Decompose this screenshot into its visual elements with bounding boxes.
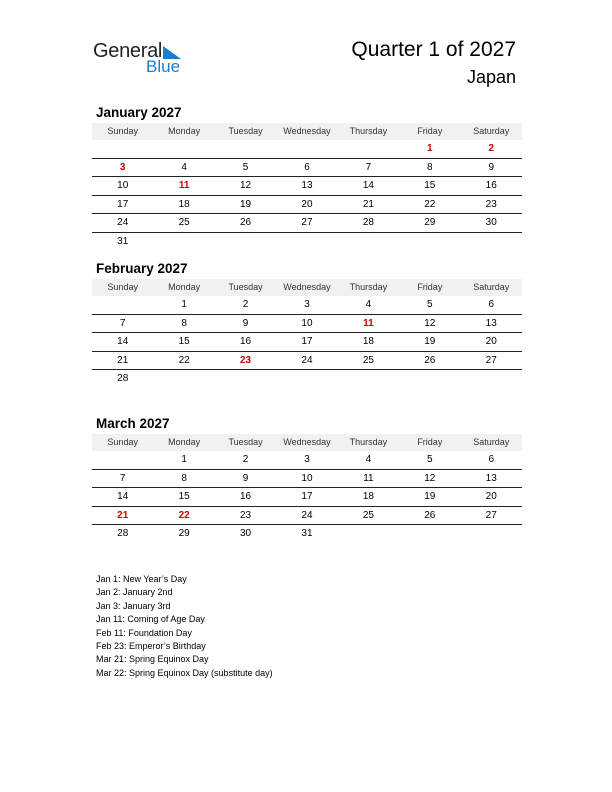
- day-cell: 12: [424, 472, 436, 484]
- weekday-label: Friday: [417, 437, 443, 447]
- day-cell: 19: [424, 336, 436, 347]
- day-grid: [92, 296, 522, 388]
- day-cell: 29: [178, 528, 190, 539]
- holiday-notes: [96, 573, 273, 680]
- weekday-label: Friday: [417, 126, 443, 136]
- day-cell: 7: [119, 472, 126, 484]
- weekday-header: [92, 123, 522, 140]
- holiday-note: Feb 11: Foundation Day: [96, 627, 192, 638]
- day-cell: 4: [181, 161, 187, 173]
- day-cell: 1: [181, 299, 187, 310]
- day-cell: 15: [424, 180, 436, 191]
- day-cell: 21: [117, 509, 129, 521]
- brand-general-text: General: [93, 40, 163, 62]
- weekday-header: [92, 279, 522, 296]
- holiday-note: Jan 3: January 3rd: [96, 600, 171, 611]
- day-cell: 6: [488, 454, 495, 465]
- day-cell: [276, 140, 337, 158]
- weekday-label: Sunday: [107, 437, 138, 447]
- day-cell: 24: [301, 354, 313, 366]
- day-cell: 16: [239, 491, 252, 502]
- day-cell: 24: [301, 509, 313, 521]
- day-cell: 11: [178, 180, 190, 191]
- day-cell: 13: [301, 180, 313, 191]
- day-cell: 1: [427, 143, 433, 154]
- week-row: [92, 315, 522, 334]
- day-cell: 14: [117, 491, 129, 502]
- day-cell: 15: [178, 491, 190, 502]
- month-title: February 2027: [96, 261, 188, 276]
- day-cell: 9: [242, 317, 249, 329]
- week-row: [92, 333, 522, 352]
- day-cell: 6: [488, 299, 495, 310]
- day-cell: 10: [301, 317, 313, 329]
- page-title: Quarter 1 of 2027: [351, 38, 516, 61]
- day-cell: 10: [117, 180, 129, 191]
- day-cell: [461, 370, 522, 388]
- day-grid: [92, 451, 522, 543]
- day-cell: 2: [242, 454, 249, 465]
- day-cell: 27: [485, 509, 497, 521]
- day-cell: 5: [427, 299, 433, 310]
- day-cell: 11: [363, 472, 374, 484]
- day-cell: 3: [304, 299, 310, 310]
- week-row: [92, 159, 522, 178]
- day-cell: 19: [239, 198, 252, 210]
- day-cell: 28: [117, 373, 129, 384]
- day-cell: 12: [424, 317, 436, 329]
- day-cell: 16: [239, 336, 252, 347]
- day-cell: 26: [424, 354, 436, 366]
- weekday-label: Monday: [168, 437, 201, 447]
- month-title: March 2027: [96, 416, 170, 431]
- day-cell: [215, 233, 276, 251]
- day-cell: 29: [424, 217, 436, 228]
- day-cell: 14: [362, 180, 374, 191]
- weekday-label: Monday: [168, 126, 201, 136]
- week-row: [92, 470, 522, 489]
- day-cell: 7: [119, 317, 126, 329]
- day-cell: 31: [117, 235, 129, 247]
- day-cell: 11: [363, 317, 374, 329]
- week-row: [92, 525, 522, 543]
- day-cell: [153, 370, 214, 388]
- weekday-label: Thursday: [349, 437, 388, 447]
- day-cell: [461, 525, 522, 543]
- weekday-label: Wednesday: [283, 126, 331, 136]
- holiday-note: Jan 2: January 2nd: [96, 587, 173, 598]
- day-cell: 22: [424, 198, 436, 210]
- day-cell: 1: [181, 454, 187, 465]
- week-row: [92, 140, 522, 159]
- day-cell: 20: [485, 491, 497, 502]
- month-title: January 2027: [96, 105, 182, 120]
- day-cell: 7: [365, 161, 372, 173]
- weekday-header: [92, 434, 522, 451]
- weekday-label: Friday: [417, 282, 443, 292]
- day-cell: 30: [485, 217, 497, 228]
- weekday-label: Monday: [168, 282, 201, 292]
- week-row: [92, 352, 522, 371]
- day-cell: 22: [178, 354, 190, 366]
- day-cell: 31: [301, 528, 313, 539]
- week-row: [92, 233, 522, 251]
- holiday-note: Mar 21: Spring Equinox Day: [96, 654, 209, 665]
- day-cell: [399, 233, 460, 251]
- brand-blue-text: Blue: [146, 57, 181, 76]
- week-row: [92, 296, 522, 315]
- day-cell: 13: [485, 472, 497, 484]
- day-cell: 15: [178, 336, 190, 347]
- day-cell: [153, 140, 214, 158]
- day-cell: 3: [119, 161, 126, 173]
- day-cell: 28: [117, 528, 129, 539]
- day-cell: 23: [239, 509, 252, 521]
- weekday-label: Thursday: [349, 126, 388, 136]
- day-cell: 3: [304, 454, 310, 465]
- day-cell: 2: [242, 299, 249, 310]
- month-march: [92, 414, 522, 543]
- day-cell: 17: [301, 491, 313, 502]
- weekday-label: Wednesday: [283, 437, 331, 447]
- day-cell: 30: [239, 528, 252, 539]
- weekday-label: Sunday: [107, 126, 138, 136]
- day-cell: [92, 451, 153, 469]
- day-cell: 25: [362, 354, 374, 366]
- day-cell: [338, 370, 399, 388]
- day-cell: 16: [485, 180, 497, 191]
- day-cell: 12: [239, 180, 252, 191]
- day-cell: [153, 233, 214, 251]
- month-february: [92, 259, 522, 388]
- day-cell: [338, 525, 399, 543]
- day-cell: 9: [242, 472, 249, 484]
- week-row: [92, 370, 522, 388]
- holiday-note: Feb 23: Emperor’s Birthday: [96, 641, 206, 652]
- day-cell: 18: [178, 198, 190, 210]
- weekday-label: Wednesday: [283, 282, 331, 292]
- day-cell: 28: [362, 217, 374, 228]
- day-cell: [399, 370, 460, 388]
- week-row: [92, 507, 522, 526]
- day-cell: 2: [488, 143, 495, 154]
- week-row: [92, 214, 522, 233]
- day-cell: 25: [362, 509, 374, 521]
- day-cell: 26: [239, 217, 252, 228]
- day-cell: 5: [427, 454, 433, 465]
- country-name: Japan: [466, 67, 516, 87]
- brand-logo: [93, 40, 193, 78]
- weekday-label: Tuesday: [228, 437, 263, 447]
- day-cell: 20: [301, 198, 313, 210]
- day-cell: 25: [178, 217, 190, 228]
- day-cell: 23: [485, 198, 497, 210]
- day-cell: 26: [424, 509, 436, 521]
- day-cell: [461, 233, 522, 251]
- weekday-label: Tuesday: [228, 282, 263, 292]
- week-row: [92, 196, 522, 215]
- day-cell: 17: [117, 198, 129, 210]
- day-cell: 18: [362, 491, 374, 502]
- day-cell: [215, 370, 276, 388]
- month-january: [92, 103, 522, 250]
- day-cell: 18: [362, 336, 374, 347]
- week-row: [92, 451, 522, 470]
- day-cell: 5: [242, 161, 249, 173]
- day-cell: 8: [181, 472, 187, 484]
- weekday-label: Saturday: [473, 437, 510, 447]
- day-cell: 9: [488, 161, 495, 173]
- day-cell: 23: [239, 354, 252, 366]
- holiday-note: Jan 11: Coming of Age Day: [96, 614, 205, 625]
- day-cell: [399, 525, 460, 543]
- weekday-label: Sunday: [107, 282, 138, 292]
- day-cell: [92, 296, 153, 314]
- day-cell: 21: [362, 198, 374, 210]
- day-cell: [338, 233, 399, 251]
- day-cell: 27: [301, 217, 313, 228]
- day-cell: 10: [301, 472, 313, 484]
- day-cell: 22: [178, 509, 190, 521]
- weekday-label: Tuesday: [228, 126, 263, 136]
- day-cell: [338, 140, 399, 158]
- day-cell: 13: [485, 317, 497, 329]
- day-cell: 6: [304, 161, 310, 173]
- holiday-note: Jan 1: New Year’s Day: [96, 574, 187, 584]
- day-cell: 14: [117, 336, 129, 347]
- day-cell: [276, 370, 337, 388]
- day-cell: 21: [117, 354, 129, 366]
- day-cell: 8: [427, 161, 433, 173]
- weekday-label: Saturday: [473, 282, 510, 292]
- day-cell: 19: [424, 491, 436, 502]
- week-row: [92, 177, 522, 196]
- day-grid: [92, 140, 522, 250]
- week-row: [92, 488, 522, 507]
- day-cell: 24: [117, 217, 129, 228]
- day-cell: 4: [365, 299, 372, 310]
- day-cell: 8: [181, 317, 187, 329]
- day-cell: [276, 233, 337, 251]
- weekday-label: Thursday: [349, 282, 388, 292]
- day-cell: 27: [485, 354, 497, 366]
- day-cell: [215, 140, 276, 158]
- day-cell: 17: [301, 336, 313, 347]
- holiday-note: Mar 22: Spring Equinox Day (substitute day): [96, 667, 273, 678]
- day-cell: 4: [365, 454, 372, 465]
- day-cell: 20: [485, 336, 497, 347]
- day-cell: [92, 140, 153, 158]
- weekday-label: Saturday: [473, 126, 510, 136]
